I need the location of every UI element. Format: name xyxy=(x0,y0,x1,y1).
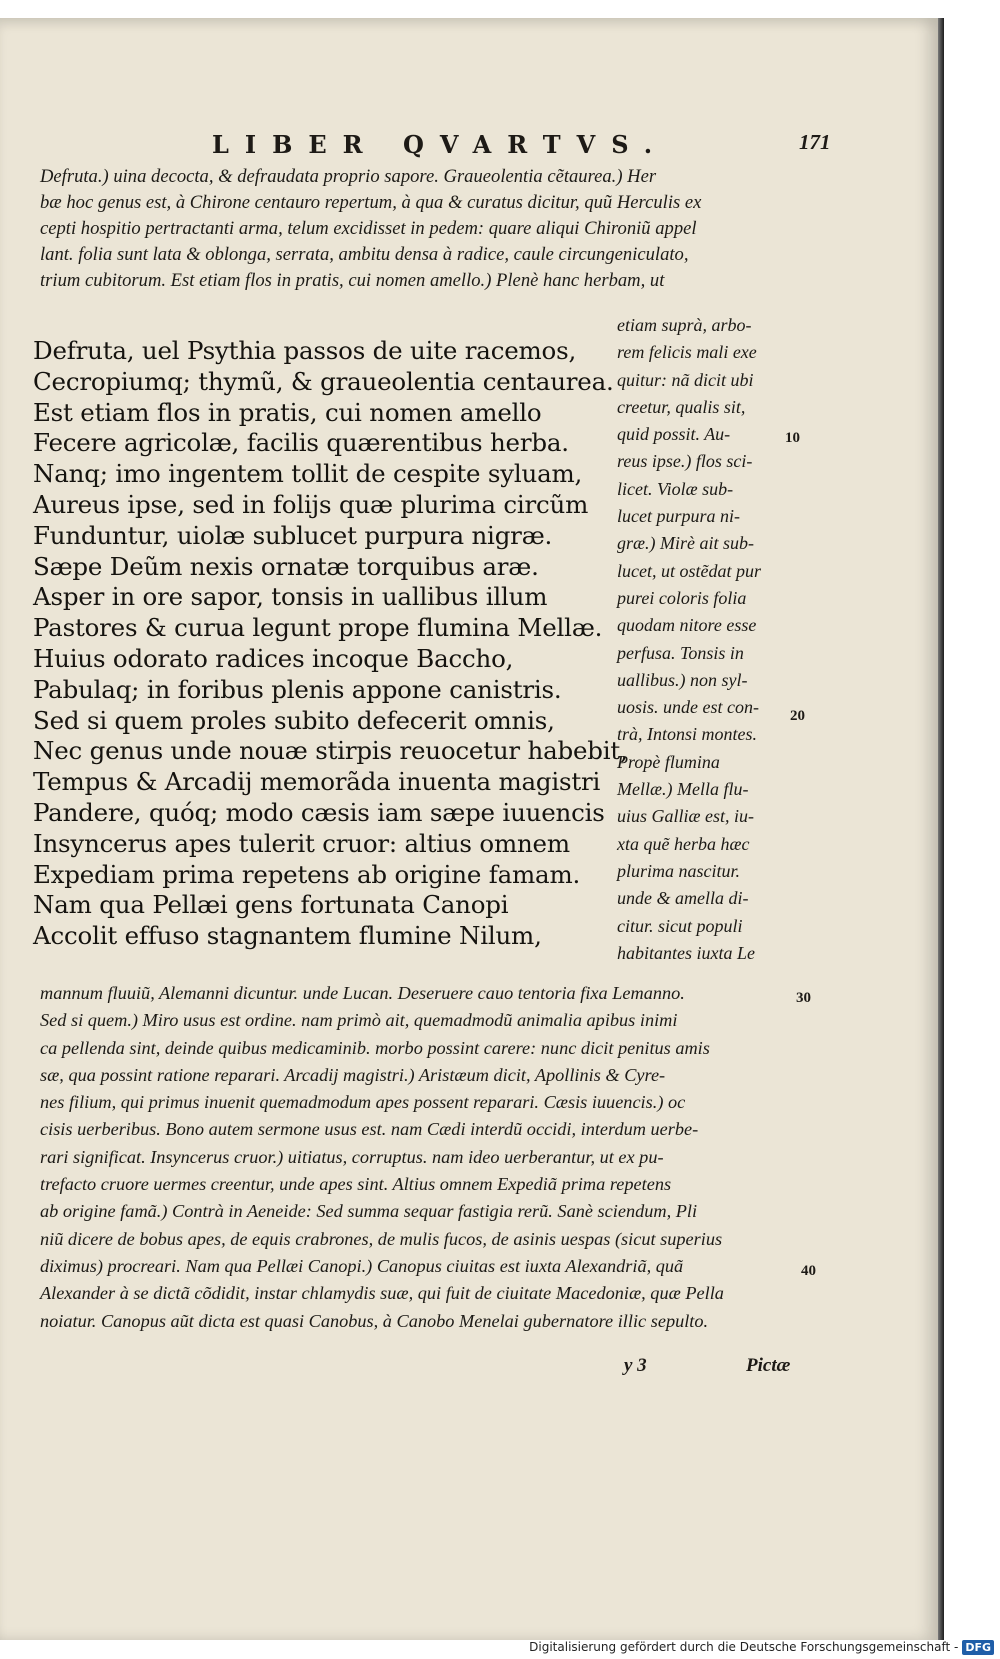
margin-line: lucet purpura ni- xyxy=(617,506,740,527)
digitization-banner xyxy=(529,1637,994,1657)
dfg-logo-icon: DFG xyxy=(962,1640,994,1655)
verse-line: Aureus ipse, sed in folijs quæ plurima circũm xyxy=(33,489,589,519)
commentary-line: cepti hospitio pertractanti arma, telum excidisset in pedem: quare aliqui Chironiũ appel xyxy=(40,218,697,239)
verse-line: Insyncerus apes tulerit cruor: altius omnem xyxy=(33,828,570,858)
verse-line: Nec genus unde nouæ stirpis reuocetur habebit, xyxy=(33,736,628,766)
margin-line: perfusa. Tonsis in xyxy=(617,642,744,663)
margin-line: Propè flumina xyxy=(617,751,720,772)
commentary-line: ca pellenda sint, deinde quibus medicaminib. morbo possint carere: nunc dicit penitus amis xyxy=(40,1037,710,1058)
verse-line: Huius odorato radices incoque Baccho, xyxy=(33,643,514,673)
line-number: 40 xyxy=(801,1263,816,1279)
top-commentary xyxy=(40,164,701,294)
verse-line: Defruta, uel Psythia passos de uite racemos, xyxy=(33,336,577,365)
page-edge-shadow xyxy=(938,18,944,1640)
margin-line: quitur: nã dicit ubi xyxy=(617,369,754,390)
running-title: LIBER QVARTVS. xyxy=(212,130,669,159)
verse-line: Nanq; imo ingentem tollit de cespite syluam, xyxy=(33,459,583,489)
margin-line: rem felicis mali exe xyxy=(617,342,757,363)
commentary-line: mannum fluuiũ, Alemanni dicuntur. unde Lucan. Deseruere cauo tentoria fixa Lemanno. xyxy=(40,983,685,1003)
commentary-line: Sed si quem.) Miro usus est ordine. nam primò ait, quemadmodũ animalia apibus inimi xyxy=(40,1010,678,1031)
verse-line: Cecropiumq; thymũ, & graueolentia centaurea. xyxy=(33,366,614,396)
margin-line: Mellæ.) Mella flu- xyxy=(617,779,749,800)
signature-mark: y 3 xyxy=(624,1355,647,1376)
verse-line: Asper in ore sapor, tonsis in uallibus illum xyxy=(33,582,548,612)
commentary-line: noiatur. Canopus aũt dicta est quasi Canobus, à Canobo Menelai gubernatore illic sepulto. xyxy=(40,1310,709,1331)
commentary-line: trefacto cruore uermes creentur, unde apes sint. Altius omnem Expediã prima repetens xyxy=(40,1174,672,1195)
banner-text: Digitalisierung gefördert durch die Deutsche Forschungsgemeinschaft - xyxy=(529,1640,959,1654)
commentary-line: ab origine famã.) Contrà in Aeneide: Sed summa sequar fastigia rerũ. Sanè sciendum, Pli xyxy=(40,1201,698,1222)
commentary-line: Defruta.) uina decocta, & defraudata proprio sapore. Graueolentia cẽtaurea.) Her xyxy=(40,166,657,187)
line-number: 30 xyxy=(796,990,811,1006)
commentary-line: niũ dicere de bobus apes, de equis crabrones, de mulis fucos, de asinis uespas (sicut superius xyxy=(40,1228,723,1249)
commentary-line: diximus) procreari. Nam qua Pellæi Canopi.) Canopus ciuitas est iuxta Alexandriã, quã xyxy=(40,1255,684,1276)
verse-line: Expediam prima repetens ab origine famam. xyxy=(33,859,581,889)
margin-line: quid possit. Au- xyxy=(617,424,731,445)
commentary-line: rari significat. Insyncerus cruor.) uitiatus, corruptus. nam ideo uerberantur, ut ex pu- xyxy=(40,1146,664,1167)
verse-text xyxy=(33,336,628,952)
margin-line: uosis. unde est con- xyxy=(617,697,759,718)
margin-line: habitantes iuxta Le xyxy=(617,942,755,963)
margin-line: uallibus.) non syl- xyxy=(617,669,748,690)
verse-line: Fecere agricolæ, facilis quærentibus herba. xyxy=(33,428,569,458)
margin-line: trà, Intonsi montes. xyxy=(617,724,758,745)
verse-line: Accolit effuso stagnantem flumine Nilum, xyxy=(33,921,542,951)
catchword: Pictæ xyxy=(746,1355,791,1376)
margin-line: græ.) Mirè ait sub- xyxy=(617,533,754,554)
verse-line: Tempus & Arcadij memorãda inuenta magistri xyxy=(33,767,601,797)
book-page xyxy=(0,18,938,1640)
bottom-commentary xyxy=(40,980,724,1335)
commentary-line: sæ, qua possint ratione reparari. Arcadij magistri.) Aristæum dicit, Apollinis & Cyre- xyxy=(40,1064,666,1085)
line-number: 20 xyxy=(790,708,805,724)
commentary-line: nes filium, qui primus inuenit quemadmodum apes possent reparari. Cæsis iuuencis.) oc xyxy=(40,1092,686,1113)
verse-line: Pandere, quóq; modo cæsis iam sæpe iuuencis xyxy=(33,797,605,827)
verse-line: Pastores & curua legunt prope flumina Mellæ. xyxy=(33,613,603,643)
margin-line: unde & amella di- xyxy=(617,888,749,909)
commentary-line: Alexander à se dictã cõdidit, instar chlamydis suæ, qui fuit de ciuitate Macedoniæ, quæ Pella xyxy=(40,1283,724,1304)
margin-line: uius Galliæ est, iu- xyxy=(617,806,755,827)
commentary-line: bæ hoc genus est, à Chirone centauro repertum, à qua & curatus dicitur, quũ Herculis ex xyxy=(40,192,702,213)
margin-line: plurima nascitur. xyxy=(617,860,741,881)
verse-line: Pabulaq; in foribus plenis appone canistris. xyxy=(33,674,562,704)
margin-line: lucet, ut ostẽdat pur xyxy=(617,560,761,581)
margin-line: creetur, qualis sit, xyxy=(617,396,746,417)
verse-line: Nam qua Pellæi gens fortunata Canopi xyxy=(33,890,509,920)
margin-line: purei coloris folia xyxy=(617,587,747,608)
margin-line: licet. Violæ sub- xyxy=(617,478,734,499)
margin-line: reus ipse.) flos sci- xyxy=(617,451,753,472)
margin-line: citur. sicut populi xyxy=(617,915,743,936)
margin-line: xta quẽ herba hæc xyxy=(617,833,750,854)
verse-line: Funduntur, uiolæ sublucet purpura nigræ. xyxy=(33,520,553,550)
folio-number: 171 xyxy=(799,130,831,154)
margin-line: etiam suprà, arbo- xyxy=(617,315,752,335)
verse-line: Sed si quem proles subito defecerit omnis, xyxy=(33,705,555,735)
commentary-line: trium cubitorum. Est etiam flos in pratis, cui nomen amello.) Plenè hanc herbam, ut xyxy=(40,270,665,291)
commentary-line: cisis uerberibus. Bono autem sermone usus est. nam Cædi interdũ occidi, interdum uerbe- xyxy=(40,1119,699,1140)
commentary-line: lant. folia sunt lata & oblonga, serrata, ambitu densa à radice, caule circungeniculato, xyxy=(40,244,689,265)
line-number: 10 xyxy=(785,430,800,446)
margin-commentary xyxy=(617,312,761,967)
verse-line: Sæpe Deũm nexis ornatæ torquibus aræ. xyxy=(33,551,539,581)
verse-line: Est etiam flos in pratis, cui nomen amello xyxy=(33,397,542,427)
margin-line: quodam nitore esse xyxy=(617,615,757,636)
